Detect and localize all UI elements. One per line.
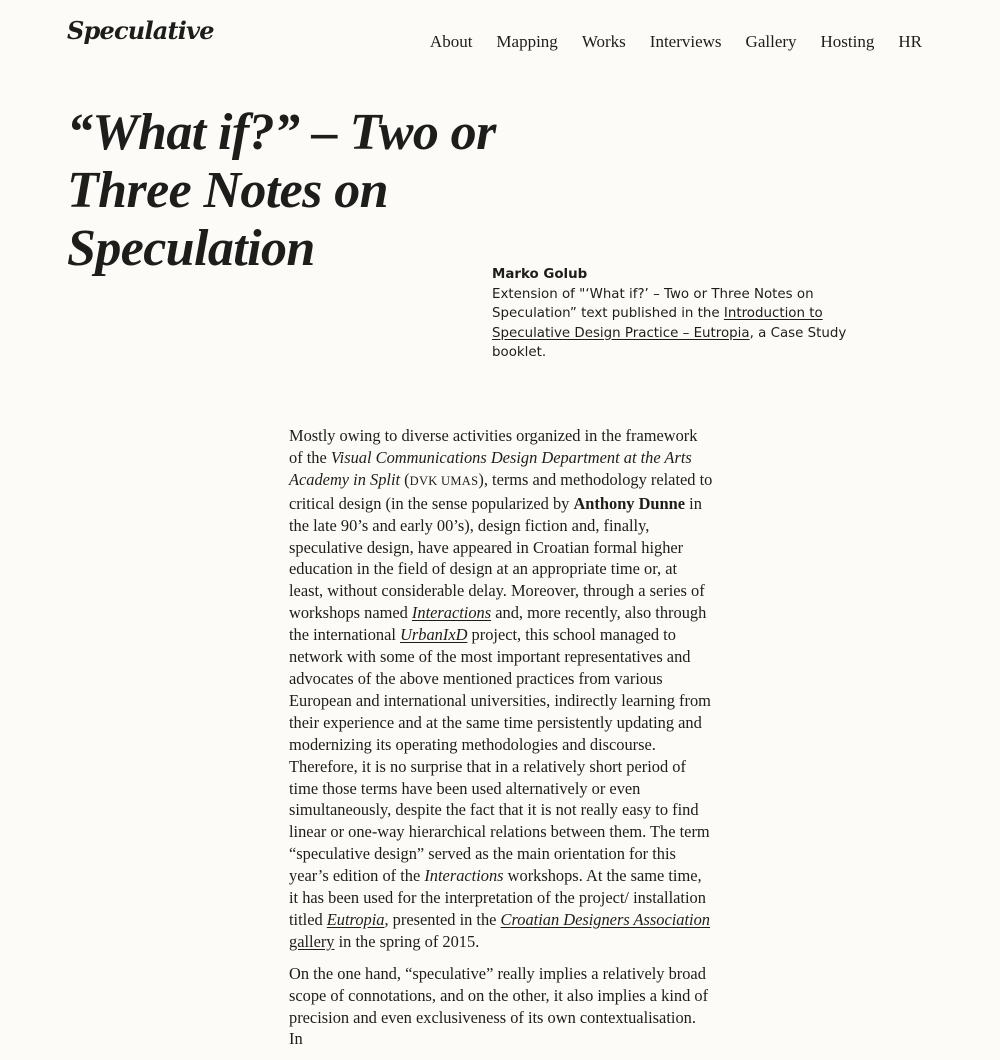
eutropia-link[interactable]: Eutropia (326, 909, 385, 929)
person-name: Anthony Dunne (573, 493, 686, 513)
byline-suffix: , a Case Study booklet. (492, 325, 847, 360)
byline-text: Extension of "‘What if?’ – Two or Three Notes on Speculation” text published in the (492, 286, 814, 321)
p1-text-10: in the spring of 2015. (334, 931, 480, 951)
main-nav (430, 32, 922, 52)
p1-text-3: ), terms and methodology related to critical design (in the sense popularized by (289, 469, 713, 513)
p1-text-2: ( (400, 469, 410, 489)
p1-text-7: workshops. At the same time, it has been used for the interpretation of the project/ installation titled (289, 866, 706, 929)
interactions-emphasis: Interactions (424, 866, 504, 886)
nav-item-hr[interactable]: HR (898, 32, 922, 51)
site-title[interactable]: Speculative (67, 16, 214, 45)
paragraph-1 (289, 425, 713, 953)
nav-item-mapping[interactable]: Mapping (496, 32, 558, 51)
nav-item-interviews[interactable]: Interviews (649, 32, 722, 51)
p1-text-6: project, this school managed to network with some of the most important representatives and advocates of the above mentioned practices from various European and international universities, indirectly learning from their experience and at the same time persistently updating and modernizing its operating methodologies and discourse. Therefore, it is no surprise that in a relatively short period of time those terms have been used alternatively or even simultaneously, despite the fact that it is not really easy to find linear or one-way hierarchical relations between them. The term “speculative design” served as the main orientation for this year’s edition of the (289, 625, 711, 886)
urbanixd-link[interactable]: UrbanIxD (400, 625, 468, 645)
association-link[interactable]: Croatian Designers Association (500, 909, 710, 929)
department-abbr: DVK UMAS (409, 473, 479, 488)
nav-item-gallery[interactable]: Gallery (745, 32, 797, 51)
post-title: “What if?” – Two or Three Notes on Speculation (67, 104, 496, 277)
p1-text-1: Mostly owing to diverse activities organized in the framework of the (289, 426, 698, 467)
interactions-link[interactable]: Interactions (411, 603, 492, 623)
paragraph-2: On the one hand, “speculative” really implies a relatively broad scope of connotations, and on the other, it also implies a kind of precision and even exclusiveness of its own contextualisation. In (289, 963, 709, 1049)
author-name: Marko Golub (492, 267, 588, 282)
nav-item-hosting[interactable]: Hosting (820, 32, 875, 51)
article-body (289, 425, 713, 1060)
gallery-link[interactable]: gallery (289, 931, 335, 951)
byline (492, 265, 902, 363)
p1-text-5: and, more recently, also through the international (289, 603, 707, 645)
nav-item-about[interactable]: About (429, 32, 473, 51)
p1-text-4: in the late 90’s and early 00’s), design fiction and, finally, speculative design, have appeared in Croatian formal higher education in the field of design at an appropriate time or, at least, without considerable delay. Moreover, through a series of workshops named (289, 493, 705, 623)
nav-item-works[interactable]: Works (581, 32, 626, 51)
booklet-link[interactable]: Introduction to Speculative Design Practice – Eutropia (492, 306, 823, 341)
department-name: Visual Communications Design Department at the Arts Academy in Split (289, 447, 692, 489)
p1-text-8: , presented in the (384, 909, 501, 929)
